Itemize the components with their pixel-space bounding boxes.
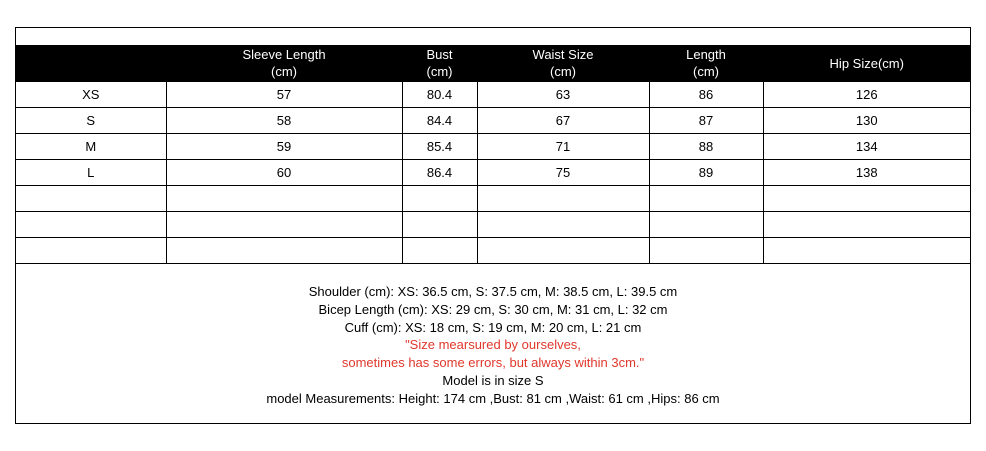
model-size-note: Model is in size S — [442, 372, 544, 388]
cell-waist-size: 67 — [477, 108, 649, 134]
size-table — [16, 45, 970, 264]
cell-size: L — [16, 160, 166, 186]
cell-length: 87 — [649, 108, 763, 134]
cell-bust: 80.4 — [402, 82, 477, 108]
cell-bust: 86.4 — [402, 160, 477, 186]
header-bust: Bust (cm) — [402, 45, 477, 82]
cell-hip-size: 126 — [763, 82, 970, 108]
cell-waist-size: 71 — [477, 134, 649, 160]
header-waist-size: Waist Size (cm) — [477, 45, 649, 82]
cell-length: 89 — [649, 160, 763, 186]
header-length: Length (cm) — [649, 45, 763, 82]
header-sleeve-length: Sleeve Length (cm) — [166, 45, 402, 82]
header-size — [16, 45, 166, 82]
empty-cell — [16, 186, 166, 212]
cell-length: 88 — [649, 134, 763, 160]
empty-cell — [649, 186, 763, 212]
empty-cell — [649, 238, 763, 264]
model-measurements-note: model Measurements: Height: 174 cm ,Bust: 81 cm ,Waist: 61 cm ,Hips: 86 cm — [266, 390, 720, 406]
table-row — [16, 108, 970, 134]
table-row — [16, 160, 970, 186]
cell-waist-size: 75 — [477, 160, 649, 186]
empty-cell — [649, 212, 763, 238]
disclaimer-line-2: sometimes has some errors, but always within 3cm." — [341, 355, 645, 371]
empty-cell — [402, 212, 477, 238]
table-row — [16, 82, 970, 108]
cell-size: M — [16, 134, 166, 160]
bicep-note: Bicep Length (cm): XS: 29 cm, S: 30 cm, M: 31 cm, L: 32 cm — [318, 301, 668, 317]
measurement-notes — [16, 283, 970, 408]
empty-cell — [16, 212, 166, 238]
cell-sleeve-length: 59 — [166, 134, 402, 160]
empty-cell — [477, 212, 649, 238]
cell-sleeve-length: 60 — [166, 160, 402, 186]
cell-length: 86 — [649, 82, 763, 108]
cell-bust: 84.4 — [402, 108, 477, 134]
cell-waist-size: 63 — [477, 82, 649, 108]
empty-cell — [166, 212, 402, 238]
shoulder-note: Shoulder (cm): XS: 36.5 cm, S: 37.5 cm, M: 38.5 cm, L: 39.5 cm — [308, 284, 678, 299]
table-row — [16, 134, 970, 160]
cell-bust: 85.4 — [402, 134, 477, 160]
empty-cell — [763, 186, 970, 212]
empty-cell — [16, 238, 166, 264]
disclaimer-line-1: "Size mearsured by ourselves, — [405, 337, 581, 353]
cell-hip-size: 138 — [763, 160, 970, 186]
cell-size: XS — [16, 82, 166, 108]
cell-sleeve-length: 58 — [166, 108, 402, 134]
empty-cell — [402, 238, 477, 264]
empty-cell — [763, 212, 970, 238]
cell-hip-size: 130 — [763, 108, 970, 134]
size-chart — [15, 27, 971, 424]
table-row-empty — [16, 238, 970, 264]
table-row-empty — [16, 212, 970, 238]
cuff-note: Cuff (cm): XS: 18 cm, S: 19 cm, M: 20 cm, L: 21 cm — [344, 319, 642, 335]
cell-sleeve-length: 57 — [166, 82, 402, 108]
header-hip-size: Hip Size(cm) — [763, 45, 970, 82]
empty-cell — [477, 186, 649, 212]
cell-hip-size: 134 — [763, 134, 970, 160]
empty-cell — [166, 186, 402, 212]
empty-cell — [402, 186, 477, 212]
empty-cell — [477, 238, 649, 264]
header-row — [16, 45, 970, 82]
empty-cell — [166, 238, 402, 264]
table-row-empty — [16, 186, 970, 212]
empty-cell — [763, 238, 970, 264]
cell-size: S — [16, 108, 166, 134]
